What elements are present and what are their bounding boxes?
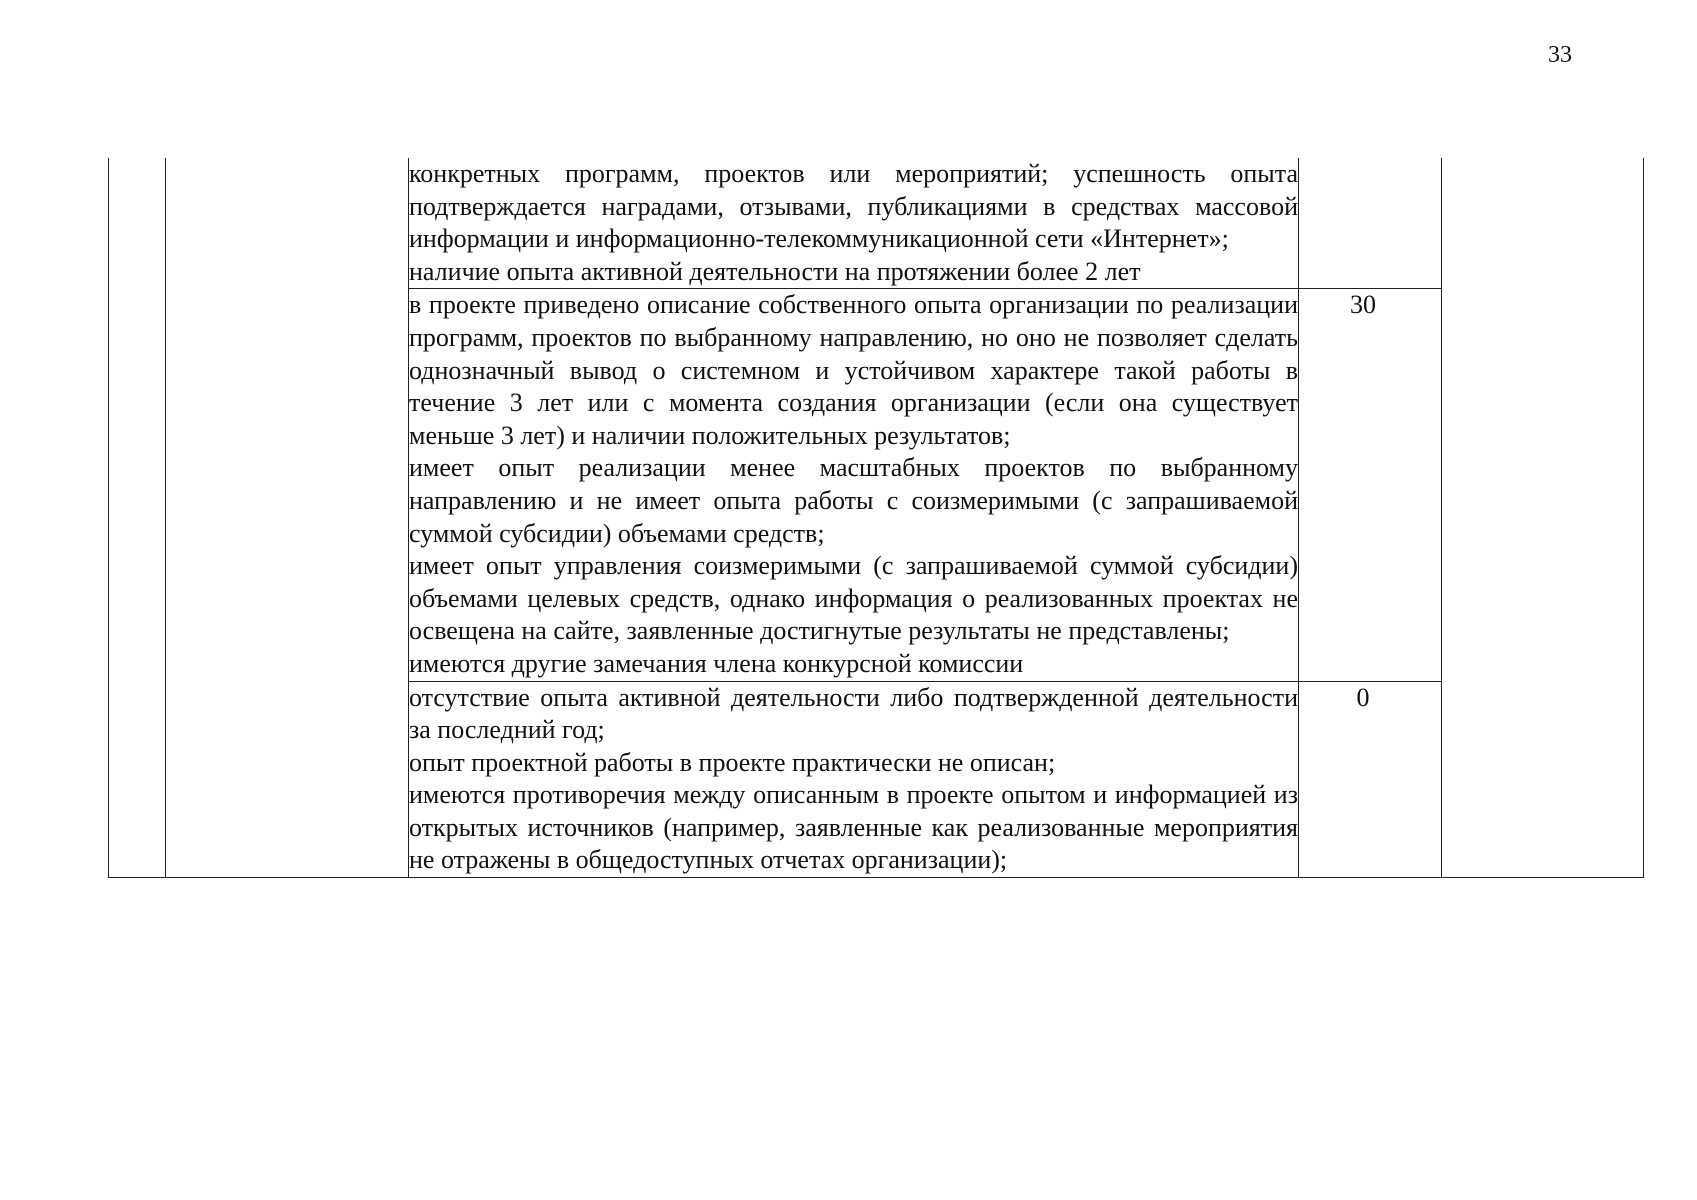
score-cell bbox=[1299, 158, 1442, 289]
criteria-paragraph: конкретных программ, проектов или мероприятий; успешность опыта подтверждается наградами, отзывами, публикациями в средствах массовой информации и информационно-телекоммуникационной сети «Интернет»; bbox=[409, 159, 1298, 254]
criteria-paragraph: опыт проектной работы в проекте практически не описан; bbox=[409, 747, 1056, 777]
score-cell bbox=[1299, 289, 1442, 681]
criteria-paragraph: имеет опыт управления соизмеримыми (с запрашиваемой суммой субсидии) объемами целевых средств, однако информация о реализованных проектах не освещена на сайте, заявленные достигнутые результаты не представлены; bbox=[409, 551, 1298, 646]
criteria-paragraph: имеются другие замечания члена конкурсной комиссии bbox=[409, 648, 1024, 678]
number-column-cell bbox=[109, 158, 166, 878]
criteria-paragraph: имеются противоречия между описанным в проекте опытом и информацией из открытых источников (например, заявленные как реализованные мероприятия не отражены в общедоступных отчетах организации); bbox=[409, 780, 1298, 875]
criteria-paragraph: отсутствие опыта активной деятельности либо подтвержденной деятельности за последний год; bbox=[409, 682, 1298, 745]
criteria-paragraph: имеет опыт реализации менее масштабных проектов по выбранному направлению и не имеет опыта работы с соизмеримыми (с запрашиваемой суммой субсидии) объемами средств; bbox=[409, 453, 1298, 548]
criteria-paragraph: наличие опыта активной деятельности на протяжении более 2 лет bbox=[409, 256, 1141, 286]
criteria-paragraph: в проекте приведено описание собственного опыта организации по реализации программ, проектов по выбранному направлению, но оно не позволяет сделать однозначный вывод о системном и устойчивом характере такой работы в течение 3 лет или с момента создания организации (если она существует меньше 3 лет) и наличии положительных результатов; bbox=[409, 290, 1298, 450]
criteria-description-cell bbox=[409, 289, 1299, 681]
score-value: 0 bbox=[1356, 682, 1370, 712]
score-value: 30 bbox=[1350, 290, 1376, 320]
criterion-name-column-cell bbox=[166, 158, 409, 878]
table-row bbox=[109, 158, 1644, 289]
score-cell bbox=[1299, 681, 1442, 878]
criteria-description-cell bbox=[409, 681, 1299, 878]
criteria-table bbox=[108, 158, 1644, 878]
criteria-description-cell bbox=[409, 158, 1299, 289]
page-number: 33 bbox=[1548, 42, 1572, 68]
extra-column-cell bbox=[1442, 158, 1644, 878]
